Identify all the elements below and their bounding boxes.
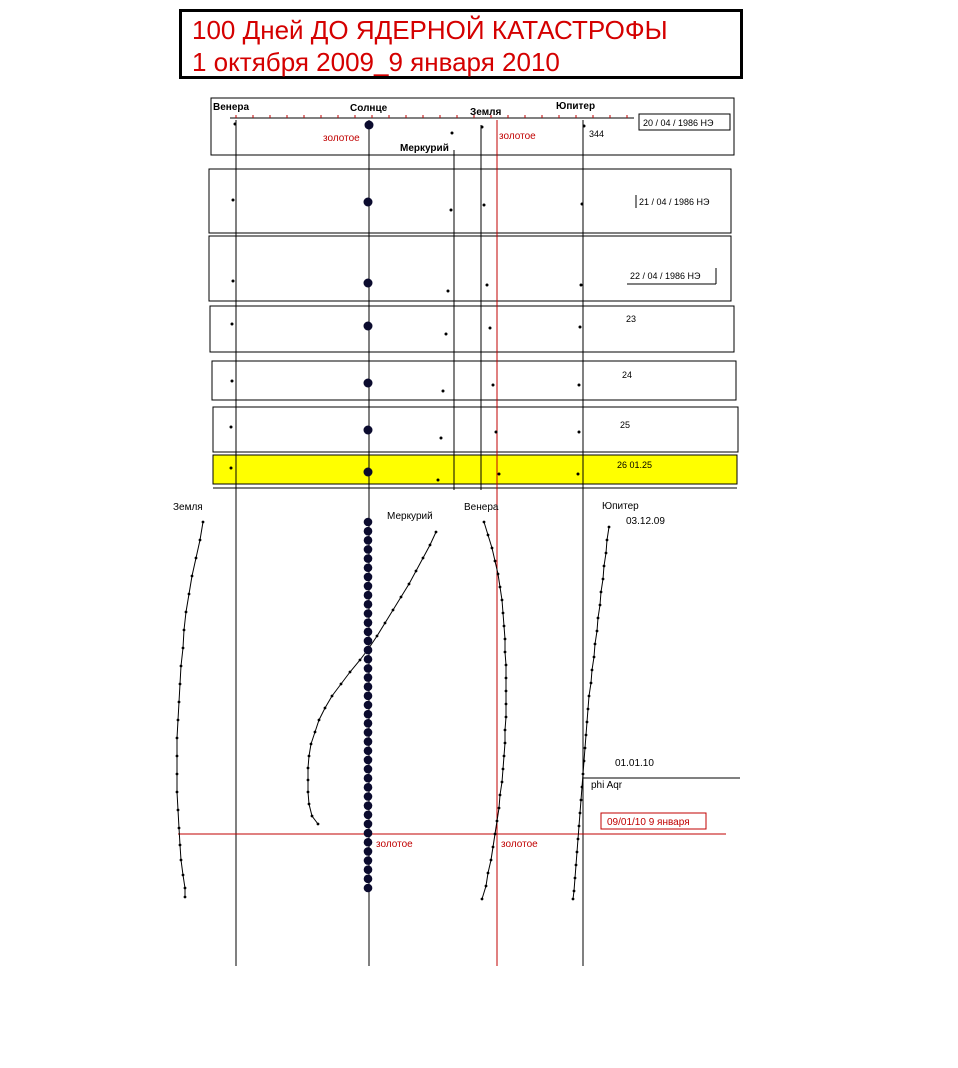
frame-highlight-bg bbox=[213, 455, 737, 484]
earth-track-point bbox=[185, 611, 188, 614]
jupiter-track-point bbox=[606, 539, 609, 542]
mercury-track-point bbox=[307, 779, 310, 782]
sun-column-dot bbox=[364, 719, 373, 728]
venus-track-point bbox=[503, 625, 506, 628]
planet-mark bbox=[437, 479, 440, 482]
sun-column-dot bbox=[364, 820, 373, 829]
sun-column-dot bbox=[364, 875, 373, 884]
planet-mark bbox=[451, 132, 454, 135]
planet-mark bbox=[483, 204, 486, 207]
sun-column-dot bbox=[364, 856, 373, 865]
jupiter-track-point bbox=[603, 565, 606, 568]
planet-mark bbox=[578, 384, 581, 387]
planet-mark bbox=[230, 426, 233, 429]
earth-track bbox=[177, 522, 203, 897]
planet-mark bbox=[234, 123, 237, 126]
earth-track-point bbox=[184, 887, 187, 890]
jupiter-track-point bbox=[573, 890, 576, 893]
earth-track-point bbox=[178, 827, 181, 830]
earth-track-point bbox=[179, 683, 182, 686]
venus-track-point bbox=[501, 599, 504, 602]
mercury-track-point bbox=[308, 755, 311, 758]
venus-track-point bbox=[505, 690, 508, 693]
mercury-track-point bbox=[314, 731, 317, 734]
mercury-track-point bbox=[408, 583, 411, 586]
label-venus-lower: Венера bbox=[464, 502, 499, 513]
frame-7-label: 26 01.25 bbox=[617, 460, 653, 470]
earth-track-point bbox=[182, 874, 185, 877]
mercury-track-point bbox=[435, 531, 438, 534]
label-earth-top: Земля bbox=[470, 107, 502, 118]
venus-track-point bbox=[502, 612, 505, 615]
sun-column-dot bbox=[364, 527, 373, 536]
planet-mark bbox=[440, 437, 443, 440]
label-sun-top: Солнце bbox=[350, 103, 388, 114]
jupiter-track-point bbox=[605, 552, 608, 555]
earth-track-point bbox=[176, 773, 179, 776]
earth-track-point bbox=[177, 809, 180, 812]
sun-column-dot bbox=[364, 609, 373, 618]
planet-mark bbox=[447, 290, 450, 293]
jupiter-track-point bbox=[588, 695, 591, 698]
sun-mark bbox=[364, 322, 373, 331]
venus-track-point bbox=[505, 664, 508, 667]
mercury-track-point bbox=[359, 659, 362, 662]
jupiter-track-point bbox=[572, 898, 575, 901]
venus-track-point bbox=[504, 651, 507, 654]
planet-mark bbox=[450, 209, 453, 212]
mercury-track-point bbox=[376, 635, 379, 638]
label-date-mid: 01.01.10 bbox=[615, 758, 654, 769]
label-earth-lower: Земля bbox=[173, 502, 203, 513]
label-golden-lower-left: золотое bbox=[376, 839, 413, 850]
sun-column-dot bbox=[364, 545, 373, 554]
sun-column-dot bbox=[364, 746, 373, 755]
planet-mark bbox=[489, 327, 492, 330]
sun-column-dot bbox=[364, 655, 373, 664]
earth-track-point bbox=[177, 719, 180, 722]
sun-column-dot bbox=[364, 646, 373, 655]
sun-mark bbox=[365, 121, 374, 130]
label-jupiter-lower: Юпитер bbox=[602, 501, 639, 512]
planet-mark bbox=[577, 473, 580, 476]
planet-mark bbox=[578, 431, 581, 434]
sun-column-dot bbox=[364, 563, 373, 572]
planet-mark bbox=[230, 467, 233, 470]
sun-column-dot bbox=[364, 582, 373, 591]
mercury-track-point bbox=[384, 622, 387, 625]
earth-track-point bbox=[176, 791, 179, 794]
mercury-track-point bbox=[340, 683, 343, 686]
label-count: 344 bbox=[589, 129, 605, 139]
sun-column-dot bbox=[364, 518, 373, 527]
label-star: phi Aqr bbox=[591, 780, 623, 791]
sun-column-dot bbox=[364, 664, 373, 673]
label-golden-top-right: золотое bbox=[499, 131, 536, 142]
sun-column-dot bbox=[364, 554, 373, 563]
sun-mark bbox=[364, 379, 373, 388]
sun-column-dot bbox=[364, 865, 373, 874]
frame-6-label: 25 bbox=[620, 420, 631, 430]
sun-column-dot bbox=[364, 884, 373, 893]
mercury-track-point bbox=[310, 743, 313, 746]
earth-track-point bbox=[176, 737, 179, 740]
sun-mark bbox=[364, 198, 373, 207]
sun-column-dot bbox=[364, 792, 373, 801]
sun-column-dot bbox=[364, 618, 373, 627]
planet-mark bbox=[445, 333, 448, 336]
frame-box-6 bbox=[213, 407, 738, 452]
frame-box-5 bbox=[212, 361, 736, 400]
earth-track-point bbox=[202, 521, 205, 524]
sun-column-dot bbox=[364, 737, 373, 746]
jupiter-track-point bbox=[580, 799, 583, 802]
earth-track-point bbox=[199, 539, 202, 542]
sun-column-dot bbox=[364, 774, 373, 783]
jupiter-track-point bbox=[602, 578, 605, 581]
sun-column-dot bbox=[364, 756, 373, 765]
venus-track-point bbox=[492, 846, 495, 849]
sun-column-dot bbox=[364, 673, 373, 682]
planet-mark bbox=[232, 280, 235, 283]
sun-column-dot bbox=[364, 847, 373, 856]
sun-mark bbox=[364, 279, 373, 288]
planet-mark bbox=[492, 384, 495, 387]
planet-mark bbox=[498, 473, 501, 476]
venus-track-point bbox=[499, 794, 502, 797]
frame-2-label: 21 / 04 / 1986 НЭ bbox=[639, 197, 710, 207]
sun-column-dot bbox=[364, 829, 373, 838]
planet-mark bbox=[581, 203, 584, 206]
jupiter-track-point bbox=[585, 734, 588, 737]
planet-mark bbox=[583, 125, 586, 128]
earth-track-point bbox=[178, 701, 181, 704]
sun-column-dot bbox=[364, 637, 373, 646]
frame-1-label: 20 / 04 / 1986 НЭ bbox=[643, 118, 714, 128]
title-line-1: 100 Дней ДО ЯДЕРНОЙ КАТАСТРОФЫ bbox=[192, 15, 668, 45]
sun-column-dot bbox=[364, 591, 373, 600]
sun-column-dot bbox=[364, 728, 373, 737]
sun-column-dot bbox=[364, 811, 373, 820]
venus-track-point bbox=[505, 716, 508, 719]
sun-column-dot bbox=[364, 536, 373, 545]
sun-column-dot bbox=[364, 701, 373, 710]
venus-track-point bbox=[502, 768, 505, 771]
jupiter-track bbox=[573, 527, 609, 899]
sun-column-dot bbox=[364, 710, 373, 719]
earth-track-point bbox=[180, 859, 183, 862]
jupiter-track-point bbox=[583, 760, 586, 763]
label-date-end: 09/01/10 9 января bbox=[607, 817, 690, 828]
planet-mark bbox=[495, 431, 498, 434]
mercury-track-point bbox=[331, 695, 334, 698]
venus-track-point bbox=[504, 742, 507, 745]
sun-mark bbox=[364, 468, 373, 477]
label-mercury-top: Меркурий bbox=[400, 143, 449, 154]
jupiter-track-point bbox=[577, 838, 580, 841]
planet-mark bbox=[231, 380, 234, 383]
sun-column-dot bbox=[364, 692, 373, 701]
label-venus-top: Венера bbox=[213, 102, 250, 113]
jupiter-track-point bbox=[578, 825, 581, 828]
planet-mark bbox=[231, 323, 234, 326]
label-golden-top-left: золотое bbox=[323, 133, 360, 144]
venus-track-point bbox=[504, 729, 507, 732]
mercury-track-point bbox=[422, 557, 425, 560]
mercury-track-point bbox=[429, 544, 432, 547]
venus-track-point bbox=[498, 807, 501, 810]
earth-track-point bbox=[176, 755, 179, 758]
jupiter-track-point bbox=[596, 630, 599, 633]
jupiter-track-point bbox=[600, 591, 603, 594]
earth-track-point bbox=[184, 896, 187, 899]
venus-track-point bbox=[503, 755, 506, 758]
venus-track-point bbox=[504, 638, 507, 641]
mercury-track-point bbox=[324, 707, 327, 710]
venus-track-point bbox=[499, 586, 502, 589]
frame-3-label: 22 / 04 / 1986 НЭ bbox=[630, 271, 701, 281]
venus-track-point bbox=[487, 872, 490, 875]
title-line-2: 1 октября 2009_9 января 2010 bbox=[192, 47, 560, 77]
jupiter-track-point bbox=[597, 617, 600, 620]
mercury-track-point bbox=[318, 719, 321, 722]
planet-mark bbox=[232, 199, 235, 202]
venus-track-point bbox=[483, 521, 486, 524]
jupiter-track-point bbox=[593, 656, 596, 659]
sun-column-dot bbox=[364, 628, 373, 637]
jupiter-track-point bbox=[599, 604, 602, 607]
mercury-track-point bbox=[311, 815, 314, 818]
sun-column-dot bbox=[364, 801, 373, 810]
planet-mark bbox=[486, 284, 489, 287]
frame-box-3 bbox=[209, 236, 731, 301]
earth-track-point bbox=[191, 575, 194, 578]
venus-track-point bbox=[494, 560, 497, 563]
venus-track-point bbox=[496, 820, 499, 823]
frame-4-label: 23 bbox=[626, 314, 637, 324]
earth-track-point bbox=[195, 557, 198, 560]
earth-track-point bbox=[188, 593, 191, 596]
venus-track-point bbox=[501, 781, 504, 784]
venus-track-point bbox=[487, 534, 490, 537]
jupiter-track-point bbox=[608, 526, 611, 529]
mercury-track-point bbox=[400, 596, 403, 599]
planet-mark bbox=[481, 126, 484, 129]
frame-5-label: 24 bbox=[622, 370, 633, 380]
sun-column-dot bbox=[364, 765, 373, 774]
sun-mark bbox=[364, 426, 373, 435]
jupiter-track-point bbox=[590, 682, 593, 685]
jupiter-track-point bbox=[586, 721, 589, 724]
mercury-track-point bbox=[415, 570, 418, 573]
venus-track-point bbox=[491, 547, 494, 550]
sun-column-dot bbox=[364, 600, 373, 609]
venus-track-point bbox=[505, 703, 508, 706]
sun-column-dot bbox=[364, 682, 373, 691]
sun-column-dot bbox=[364, 783, 373, 792]
jupiter-track-point bbox=[576, 851, 579, 854]
label-mercury-lower: Меркурий bbox=[387, 511, 433, 522]
venus-track-point bbox=[485, 885, 488, 888]
earth-track-point bbox=[180, 665, 183, 668]
planet-mark bbox=[580, 284, 583, 287]
sun-column bbox=[364, 518, 373, 893]
jupiter-track-point bbox=[579, 812, 582, 815]
venus-track-point bbox=[497, 573, 500, 576]
jupiter-track-point bbox=[587, 708, 590, 711]
label-jupiter-top: Юпитер bbox=[556, 101, 596, 112]
jupiter-track-point bbox=[591, 669, 594, 672]
mercury-track-point bbox=[349, 671, 352, 674]
sun-column-dot bbox=[364, 838, 373, 847]
planet-mark bbox=[442, 390, 445, 393]
earth-track-point bbox=[179, 844, 182, 847]
sun-column-dot bbox=[364, 573, 373, 582]
mercury-track-point bbox=[392, 609, 395, 612]
mercury-track-point bbox=[307, 791, 310, 794]
label-golden-lower-right: золотое bbox=[501, 839, 538, 850]
venus-track-point bbox=[505, 677, 508, 680]
jupiter-track-point bbox=[584, 747, 587, 750]
jupiter-track-point bbox=[594, 643, 597, 646]
mercury-track-point bbox=[317, 823, 320, 826]
jupiter-track-point bbox=[581, 786, 584, 789]
venus-track-point bbox=[490, 859, 493, 862]
mercury-track-point bbox=[308, 803, 311, 806]
planet-mark bbox=[579, 326, 582, 329]
mercury-track-point bbox=[307, 767, 310, 770]
jupiter-track-point bbox=[582, 773, 585, 776]
venus-track-point bbox=[481, 898, 484, 901]
label-date-start: 03.12.09 bbox=[626, 516, 665, 527]
jupiter-track-point bbox=[574, 877, 577, 880]
frame-box-4 bbox=[210, 306, 734, 352]
venus-track-point bbox=[494, 833, 497, 836]
earth-track-point bbox=[183, 629, 186, 632]
earth-track-point bbox=[182, 647, 185, 650]
jupiter-track-point bbox=[575, 864, 578, 867]
